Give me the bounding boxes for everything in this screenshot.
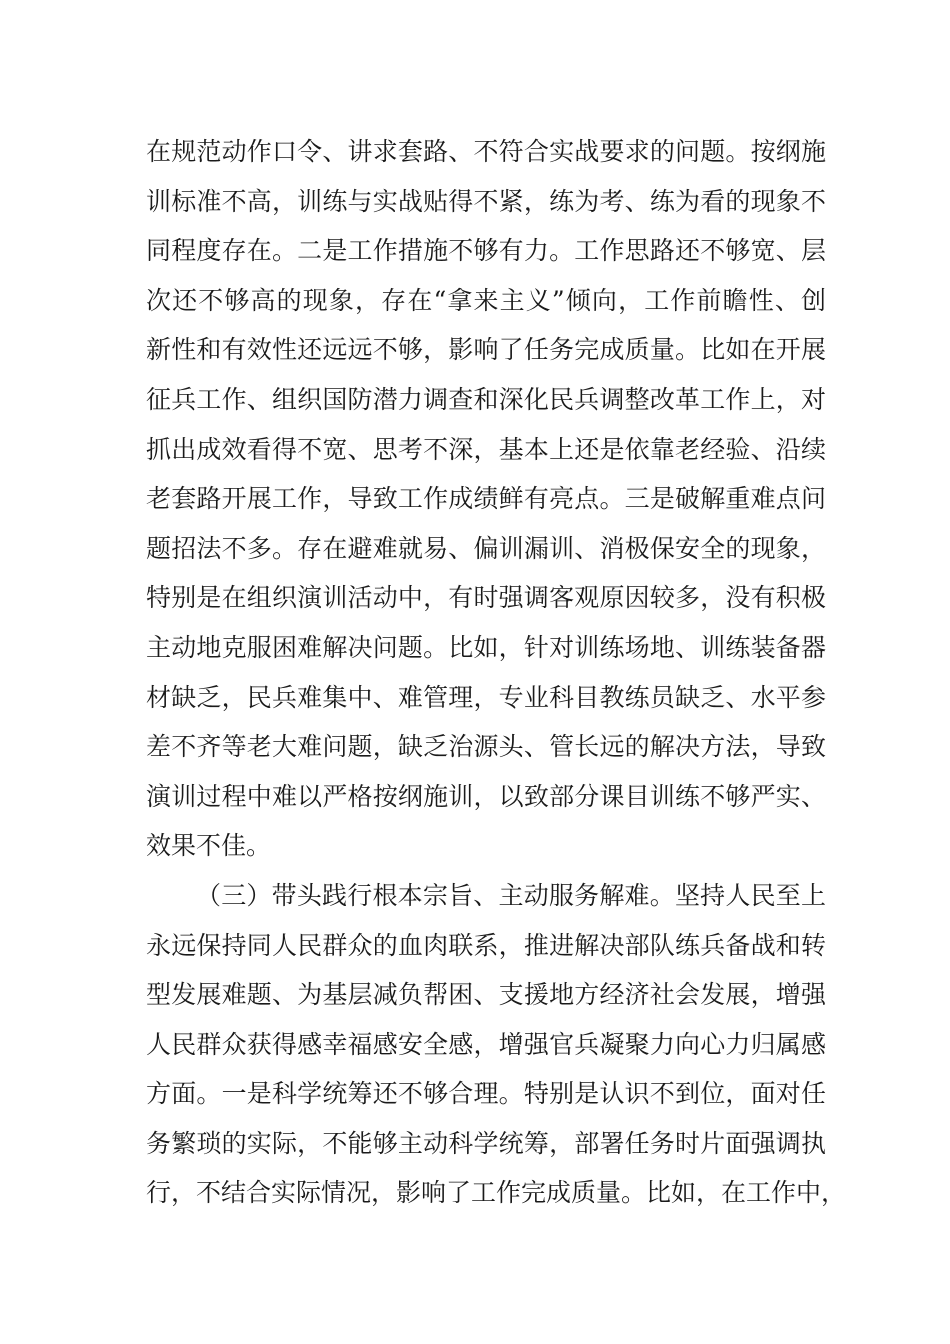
text-line: 特别是在组织演训活动中，有时强调客观原因较多，没有积极 bbox=[146, 583, 826, 613]
text-line: 永远保持同人民群众的血肉联系，推进解决部队练兵备战和转 bbox=[146, 930, 826, 960]
text-line: 人民群众获得感幸福感安全感，增强官兵凝聚力向心力归属感 bbox=[146, 1029, 826, 1059]
text-line: 新性和有效性还远远不够，影响了任务完成质量。比如在开展 bbox=[146, 335, 826, 365]
text-line: 演训过程中难以严格按纲施训，以致部分课目训练不够严实、 bbox=[146, 781, 826, 811]
text-line: 务繁琐的实际，不能够主动科学统筹，部署任务时片面强调执 bbox=[146, 1128, 826, 1158]
text-line: 行，不结合实际情况，影响了工作完成质量。比如，在工作中， bbox=[146, 1178, 847, 1208]
text-line: 同程度存在。二是工作措施不够有力。工作思路还不够宽、层 bbox=[146, 236, 826, 266]
text-line: 差不齐等老大难问题，缺乏治源头、管长远的解决方法，导致 bbox=[146, 732, 826, 762]
text-line: 材缺乏，民兵难集中、难管理，专业科目教练员缺乏、水平参 bbox=[146, 682, 826, 712]
text-line: 方面。一是科学统筹还不够合理。特别是认识不到位，面对任 bbox=[146, 1079, 826, 1109]
text-line: 次还不够高的现象，存在“拿来主义”倾向，工作前瞻性、创 bbox=[146, 285, 826, 315]
text-line: 在规范动作口令、讲求套路、不符合实战要求的问题。按纲施 bbox=[146, 137, 826, 166]
text-line: 题招法不多。存在避难就易、偏训漏训、消极保安全的现象， bbox=[146, 533, 826, 563]
paragraph-end-line: 效果不佳。 bbox=[146, 831, 272, 861]
body-text bbox=[146, 132, 847, 1223]
text-line: 训标准不高，训练与实战贴得不紧，练为考、练为看的现象不 bbox=[146, 186, 826, 216]
section-heading-line: （三）带头践行根本宗旨、主动服务解难。坚持人民至上 bbox=[196, 880, 826, 910]
text-line: 老套路开展工作，导致工作成绩鲜有亮点。三是破解重难点问 bbox=[146, 484, 826, 514]
text-line: 型发展难题、为基层减负帮困、支援地方经济社会发展，增强 bbox=[146, 980, 826, 1010]
text-line: 征兵工作、组织国防潜力调查和深化民兵调整改革工作上，对 bbox=[146, 384, 826, 414]
text-line: 抓出成效看得不宽、思考不深，基本上还是依靠老经验、沿续 bbox=[146, 434, 826, 464]
text-line: 主动地克服困难解决问题。比如，针对训练场地、训练装备器 bbox=[146, 632, 826, 662]
